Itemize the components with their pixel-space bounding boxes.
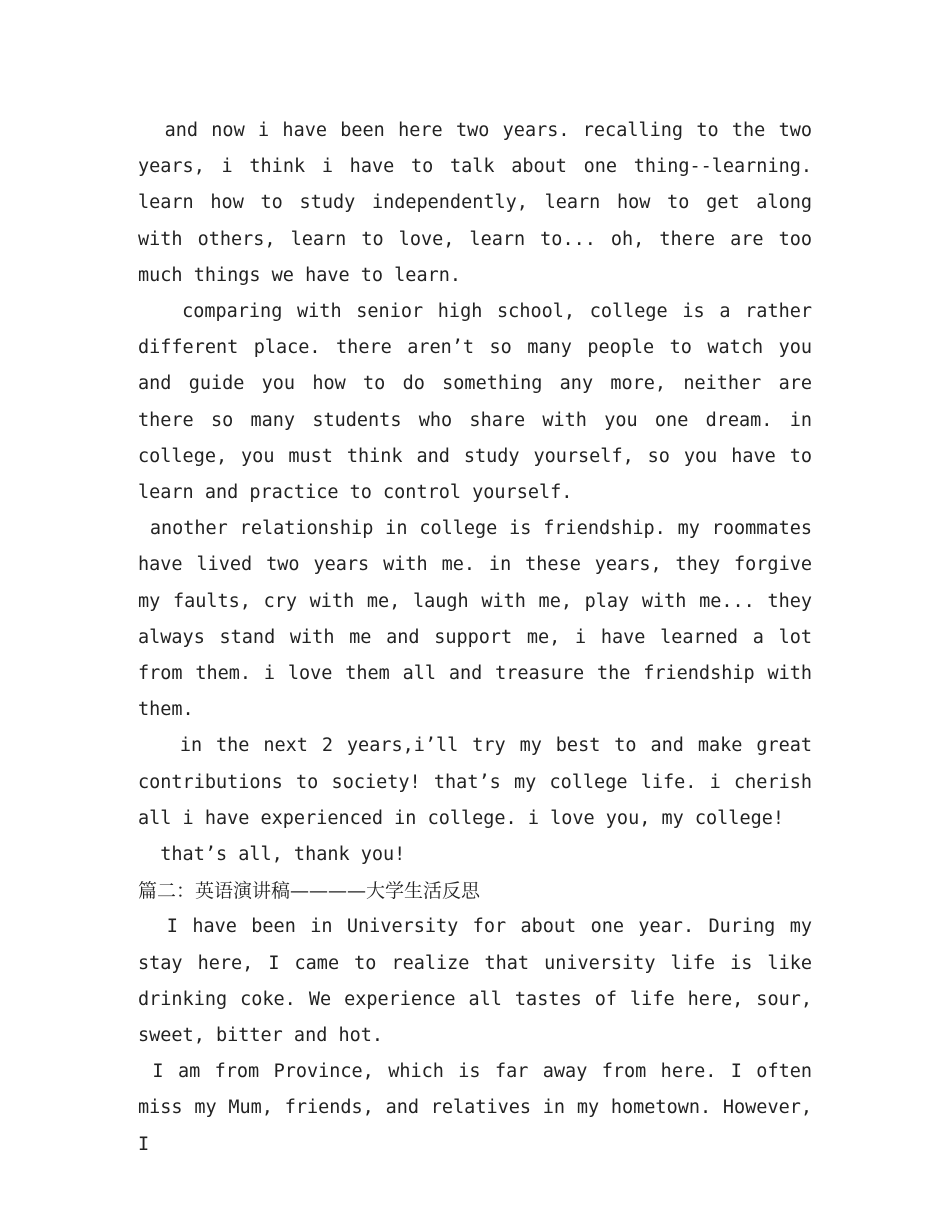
paragraph-university-coke: I have been in University for about one year. During my stay here, I came to realize that university life is like drinking coke. We experience all tastes of life here, sour, sweet, bitter and hot. <box>138 916 824 1047</box>
section-heading: 篇二：英语演讲稿————大学生活反思 <box>138 880 481 903</box>
paragraph-next-years: in the next 2 years,i’ll try my best to and make great contributions to society! that’s my college life. i cherish all i have experienced in college. i love you, my college! <box>138 735 824 829</box>
document-page <box>138 113 824 1163</box>
paragraph-college-difference: comparing with senior high school, college is a rather different place. there aren’t so many people to watch you and guide you how to do something any more, neither are there so many students who share with you one dream. in college, you must think and study yourself, so you have to learn and practice to control yourself. <box>138 301 824 504</box>
paragraph-learning: and now i have been here two years. recalling to the two years, i think i have to talk about one thing--learning. learn how to study independently, learn how to get along with others, learn to love, learn to... oh, there are too much things we have to learn. <box>138 120 824 286</box>
paragraph-friendship: another relationship in college is friendship. my roommates have lived two years with me. in these years, they forgive my faults, cry with me, laugh with me, play with me... they always stand with me and support me, i have learned a lot from them. i love them all and treasure the friendship with them. <box>138 518 824 721</box>
paragraph-province: I am from Province, which is far away from here. I often miss my Mum, friends, and relatives in my hometown. However, I <box>138 1061 824 1155</box>
paragraph-thanks: that’s all, thank you! <box>138 844 406 866</box>
